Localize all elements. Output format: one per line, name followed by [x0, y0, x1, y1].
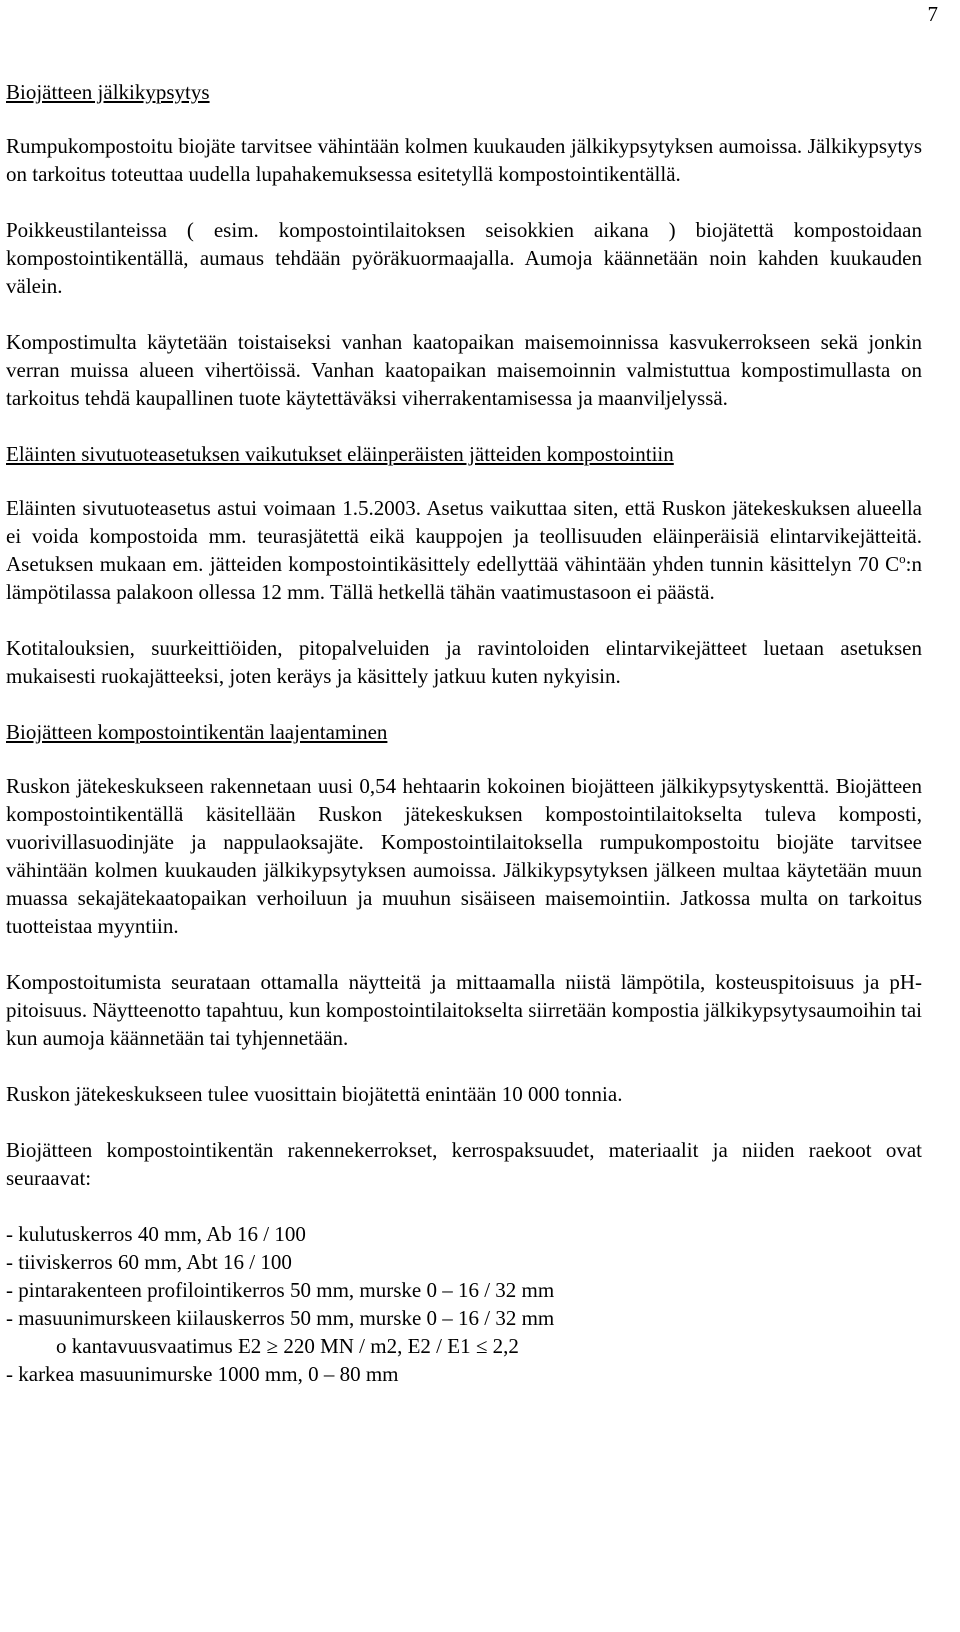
list-item: - pintarakenteen profilointikerros 50 mm, murske 0 – 16 / 32 mm — [6, 1278, 555, 1302]
list-item-sub: o kantavuusvaatimus E2 ≥ 220 MN / m2, E2 / E1 ≤ 2,2 — [56, 1334, 519, 1358]
list-item: - masuunimurskeen kiilauskerros 50 mm, murske 0 – 16 / 32 mm — [6, 1306, 555, 1330]
layer-list — [6, 1220, 922, 1388]
page-number: 7 — [927, 2, 938, 26]
list-item: - kulutuskerros 40 mm, Ab 16 / 100 — [6, 1222, 306, 1246]
paragraph: Biojätteen kompostointikentän rakennekerrokset, kerrospaksuudet, materiaalit ja niiden raekoot ovat seuraavat: — [6, 1138, 922, 1190]
list-item: - karkea masuunimurske 1000 mm, 0 – 80 mm — [6, 1362, 399, 1386]
paragraph-text: :n lämpötilassa palakoon ollessa 12 mm. Tällä hetkellä tähän vaatimustasoon ei päästä. — [6, 552, 922, 604]
paragraph: Kompostimulta käytetään toistaiseksi vanhan kaatopaikan maisemoinnissa kasvukerrokseen sekä jonkin verran muissa alueen vihertöissä. Vanhan kaatopaikan maisemoinnin valmistuttua kompostimullasta on tarkoitus tehdä kaupallinen tuote käytettäväksi viherrakentamisessa ja maanviljelyssä. — [6, 330, 922, 410]
paragraph: Kotitalouksien, suurkeittiöiden, pitopalveluiden ja ravintoloiden elintarvikejätteet luetaan asetuksen mukaisesti ruokajätteeksi, joten keräys ja käsittely jatkuu kuten nykyisin. — [6, 636, 922, 688]
paragraph: Ruskon jätekeskukseen rakennetaan uusi 0,54 hehtaarin kokoinen biojätteen jälkikypsytyskenttä. Biojätteen kompostointikentällä käsitellään Ruskon jätekeskuksen kompostointilaitokselta tuleva komposti, vuorivillasuodinjäte ja nappulaoksajäte. Kompostointilaitoksella rumpukompostoitu biojäte tarvitsee vähintään kolmen kuukauden jälkikypsytyksen aumoissa. Jälkikypsytyksen jälkeen multaa käytetään muun muassa sekajätekaatopaikan verhoiluun ja muuhun sisäiseen maisemointiin. Jatkossa multa on tarkoitus tuotteistaa myyntiin. — [6, 774, 922, 938]
paragraph-text: Eläinten sivutuoteasetus astui voimaan 1.5.2003. Asetus vaikuttaa siten, että Ruskon jätekeskuksen alueella ei voida kompostoida mm. teurasjätettä eikä kauppojen ja teollisuuden eläinperäisiä elintarvikejätteitä. Asetuksen mukaan em. jätteiden kompostointikäsittely edellyttää vähintään yhden tunnin käsittelyn 70 C — [6, 496, 922, 576]
paragraph: Poikkeustilanteissa ( esim. kompostointilaitoksen seisokkien aikana ) biojätettä kompostoidaan kompostointikentällä, aumaus tehdään pyöräkuormaajalla. Aumoja käännetään noin kahden kuukauden välein. — [6, 218, 922, 298]
document-body — [6, 78, 922, 1388]
paragraph — [6, 494, 922, 606]
paragraph: Kompostoitumista seurataan ottamalla näytteitä ja mittaamalla niistä lämpötila, kosteuspitoisuus ja pH-pitoisuus. Näytteenotto tapahtuu, kun kompostointilaitokselta siirretään kompostia jälkikypsytysaumoihin tai kun aumoja käännetään tai tyhjennetään. — [6, 970, 922, 1050]
paragraph: Ruskon jätekeskukseen tulee vuosittain biojätettä enintään 10 000 tonnia. — [6, 1082, 623, 1106]
section-heading-laajentaminen: Biojätteen kompostointikentän laajentaminen — [6, 720, 388, 744]
section-heading-jalkikypsytys: Biojätteen jälkikypsytys — [6, 80, 210, 104]
section-heading-sivutuoteasetus: Eläinten sivutuoteasetuksen vaikutukset eläinperäisten jätteiden kompostointiin — [6, 442, 674, 466]
degree-superscript: o — [899, 551, 906, 566]
list-item: - tiiviskerros 60 mm, Abt 16 / 100 — [6, 1250, 292, 1274]
paragraph: Rumpukompostoitu biojäte tarvitsee vähintään kolmen kuukauden jälkikypsytyksen aumoissa. Jälkikypsytys on tarkoitus toteuttaa uudella lupahakemuksessa esitetyllä kompostointikentällä. — [6, 134, 922, 186]
